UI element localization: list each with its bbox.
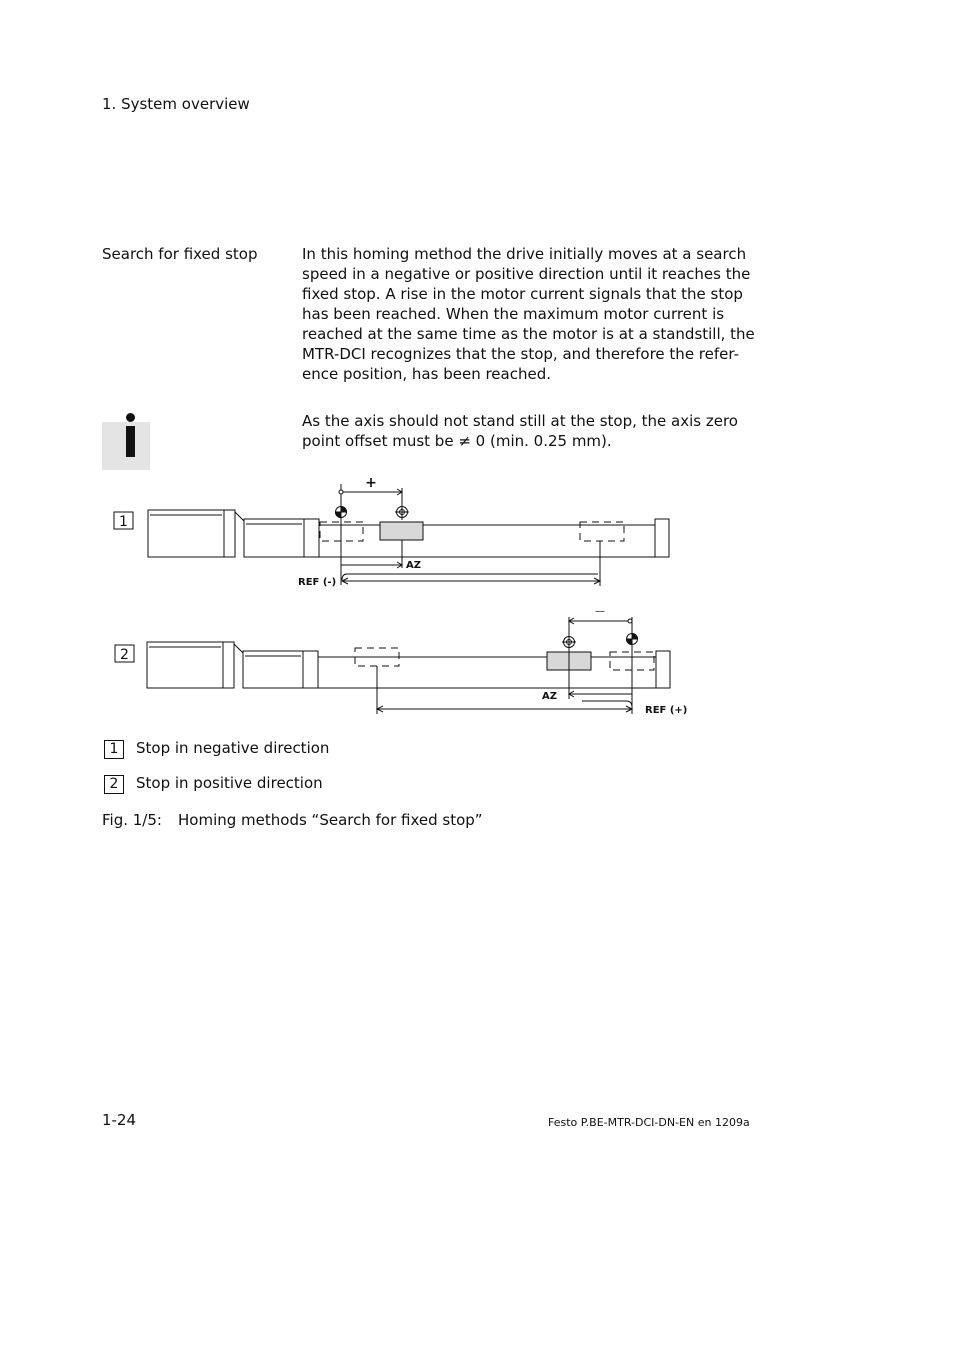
note-paragraph: [302, 411, 742, 451]
diagram-2: [115, 617, 670, 714]
az-label: AZ: [406, 560, 421, 571]
az-label: AZ: [542, 691, 557, 702]
fixed-stop-right: [656, 651, 670, 688]
diagram-1: [114, 484, 669, 586]
legend-text: Stop in positive direction: [136, 774, 323, 792]
paragraph-line: ence position, has been reached.: [302, 365, 551, 383]
ref-label: REF (+): [645, 705, 688, 716]
legend-number: 2: [104, 775, 124, 794]
motor-body: [148, 510, 224, 557]
paragraph-line: has been reached. When the maximum motor current is: [302, 305, 725, 323]
body-paragraph: [302, 244, 755, 384]
caption-text: Homing methods “Search for fixed stop”: [178, 811, 483, 829]
ref-label: REF (-): [298, 577, 337, 588]
motor-body: [147, 642, 223, 688]
paragraph-line: MTR-DCI recognizes that the stop, and therefore the refer-: [302, 345, 740, 363]
fixed-stop-right: [655, 519, 669, 557]
caption-label: Fig. 1/5:: [102, 811, 162, 829]
paragraph-line: fixed stop. A rise in the motor current signals that the stop: [302, 285, 743, 303]
legend-number: 1: [104, 740, 124, 759]
paragraph-line: reached at the same time as the motor is at a standstill, the: [302, 325, 755, 343]
note-line: point offset must be ≠ 0 (min. 0.25 mm).: [302, 432, 612, 450]
fixed-stop-left: [304, 519, 319, 557]
note-line: As the axis should not stand still at the stop, the axis zero: [302, 412, 738, 430]
page-number: 1-24: [102, 1111, 137, 1129]
diagram-number: 2: [120, 647, 129, 663]
paragraph-line: In this homing method the drive initially moves at a search: [302, 245, 747, 263]
legend-item-1: [104, 739, 330, 759]
sidebar-label: Search for fixed stop: [102, 245, 258, 263]
section-header: 1. System overview: [102, 95, 250, 113]
paragraph-line: speed in a negative or positive direction until it reaches the: [302, 265, 751, 283]
figure-caption: [102, 811, 483, 829]
document-id: Festo P.BE-MTR-DCI-DN-EN en 1209a: [548, 1116, 750, 1129]
legend-item-2: [104, 774, 323, 794]
diagram-number: 1: [119, 514, 128, 530]
homing-diagram: [0, 470, 954, 730]
info-icon: [102, 422, 150, 470]
slide: [380, 522, 423, 540]
direction-sign: +: [365, 475, 377, 491]
legend-text: Stop in negative direction: [136, 739, 330, 757]
fixed-stop-left: [303, 651, 318, 688]
direction-sign: —: [595, 606, 605, 617]
